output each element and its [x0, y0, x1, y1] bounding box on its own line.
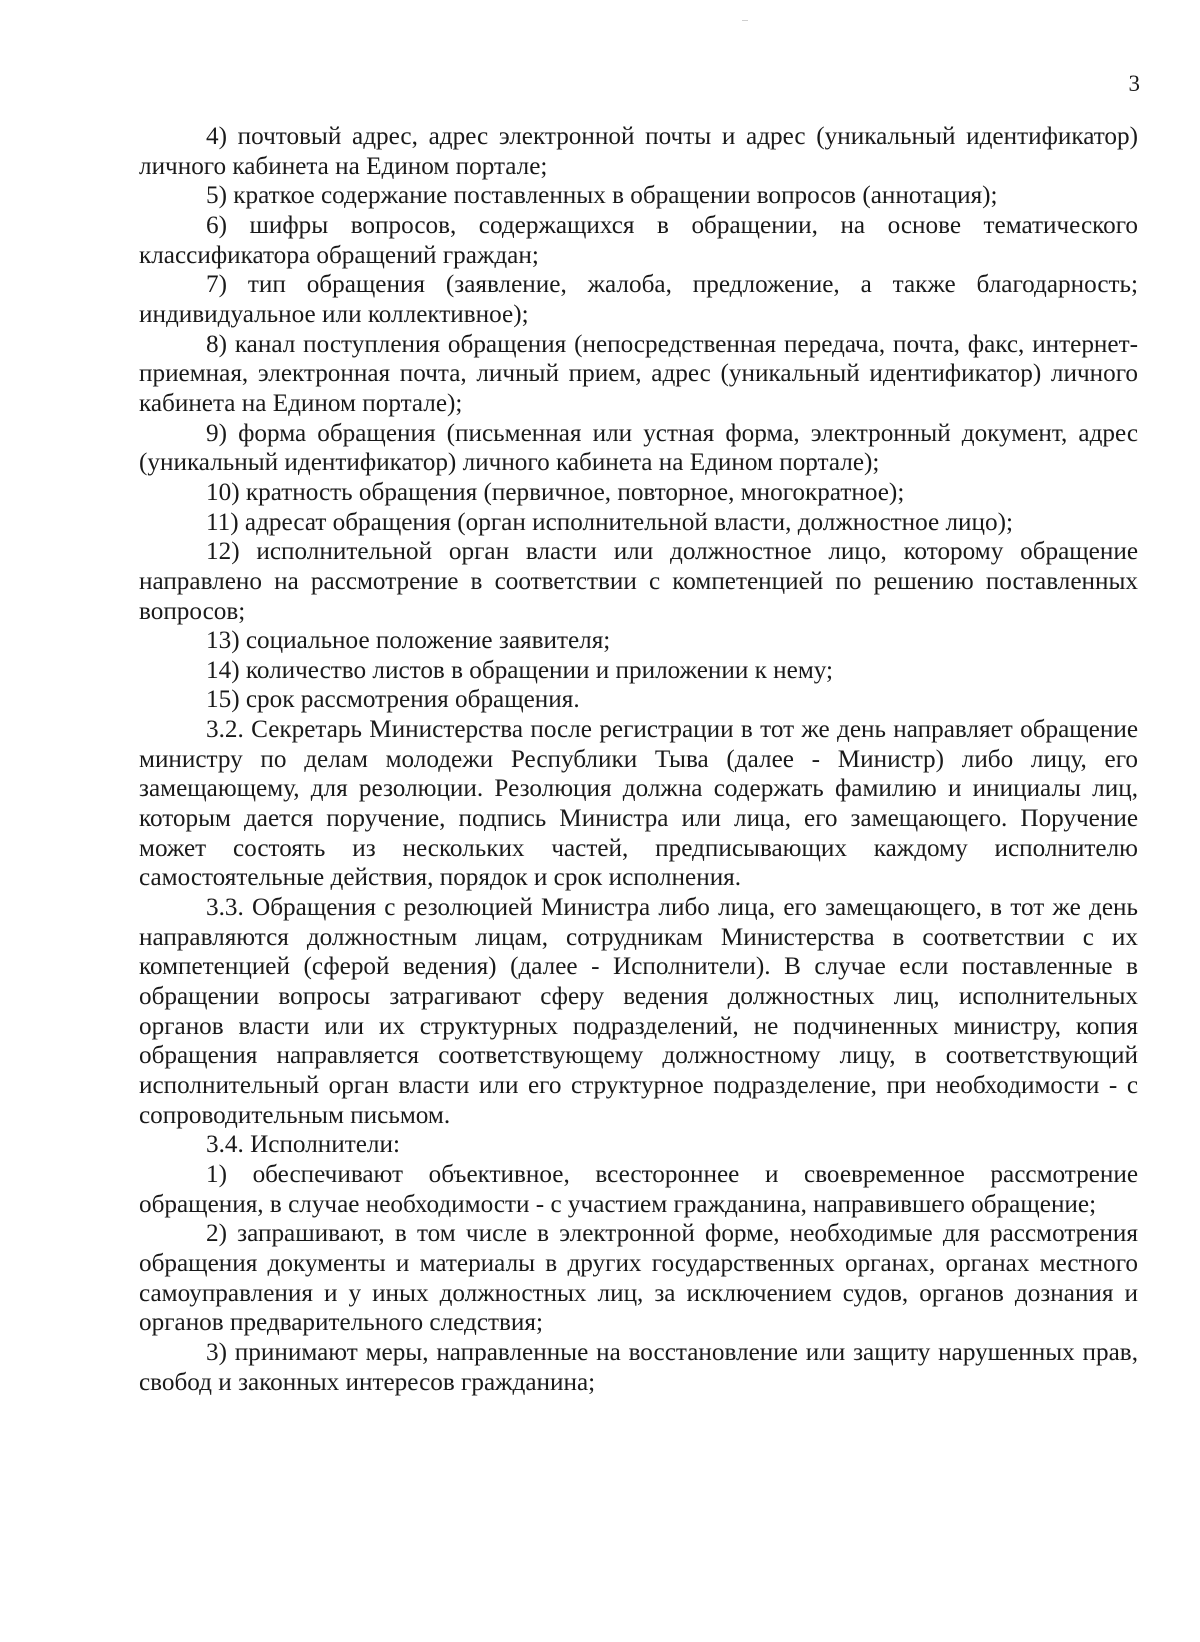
list-item-15: 15) срок рассмотрения обращения. — [206, 686, 580, 714]
executor-duty-1: 1) обеспечивают объективное, всестороннее и своевременное рассмотрение обращения, в случае необходимости - с участием гражданина, направившего обращение; — [139, 1160, 1138, 1218]
list-item-10: 10) кратность обращения (первичное, повторное, многократное); — [206, 478, 905, 506]
executor-duty-2: 2) запрашивают, в том числе в электронной форме, необходимые для рассмотрения обращения документы и материалы в других государственных органах, органах местного самоуправления и у иных должностных лиц, за исключением судов, органов дознания и органов предварительного следствия; — [139, 1220, 1138, 1337]
page-number: 3 — [1128, 71, 1140, 96]
list-item-4: 4) почтовый адрес, адрес электронной почты и адрес (уникальный идентификатор) личного кабинета на Едином портале; — [139, 123, 1138, 180]
scan-artifact — [742, 20, 748, 21]
list-item-13: 13) социальное положение заявителя; — [206, 627, 611, 655]
list-item-11: 11) адресат обращения (орган исполнительной власти, должностное лицо); — [206, 508, 1013, 536]
list-item-14: 14) количество листов в обращении и приложении к нему; — [206, 656, 834, 684]
list-item-9: 9) форма обращения (письменная или устная форма, электронный документ, адрес (уникальный идентификатор) личного кабинета на Едином портале); — [139, 419, 1138, 477]
list-item-7: 7) тип обращения (заявление, жалоба, предложение, а также благодарность; индивидуальное или коллективное); — [139, 271, 1138, 328]
section-3-2: 3.2. Секретарь Министерства после регистрации в тот же день направляет обращение министру по делам молодежи Республики Тыва (далее - Министр) либо лицу, его замещающему, для резолюции. Резолюция должна содержать фамилию и инициалы лиц, которым дается поручение, подпись Министра или лица, его замещающего. Поручение может состоять из нескольких частей, предписывающих каждому исполнителю самостоятельные действия, порядок и срок исполнения. — [139, 716, 1138, 892]
list-item-6: 6) шифры вопросов, содержащихся в обращении, на основе тематического классификатора обращений граждан; — [139, 211, 1138, 269]
list-item-8: 8) канал поступления обращения (непосредственная передача, почта, факс, интернет-приемная, электронная почта, личный прием, адрес (уникальный идентификатор) личного кабинета на Едином портале); — [139, 330, 1138, 417]
section-3-3: 3.3. Обращения с резолюцией Министра либо лица, его замещающего, в тот же день направляются должностным лицам, сотрудникам Министерства в соответствии с их компетенцией (сферой ведения) (далее - Исполнители). В случае если поставленные в обращении вопросы затрагивают сферу ведения должностных лиц, исполнительных органов власти или их структурных подразделений, не подчиненных министру, копия обращения направляется соответствующему должностному лицу, в соответствующий исполнительный орган власти или его структурное подразделение, при необходимости - с сопроводительным письмом. — [139, 894, 1138, 1129]
executor-duty-3: 3) принимают меры, направленные на восстановление или защиту нарушенных прав, свобод и законных интересов гражданина; — [139, 1338, 1138, 1396]
document-body — [139, 122, 1138, 1397]
list-item-5: 5) краткое содержание поставленных в обращении вопросов (аннотация); — [206, 182, 998, 210]
section-3-4-heading: 3.4. Исполнители: — [206, 1131, 400, 1159]
list-item-12: 12) исполнительной орган власти или должностное лицо, которому обращение направлено на рассмотрение в соответствии с компетенцией по решению поставленных вопросов; — [139, 538, 1138, 625]
